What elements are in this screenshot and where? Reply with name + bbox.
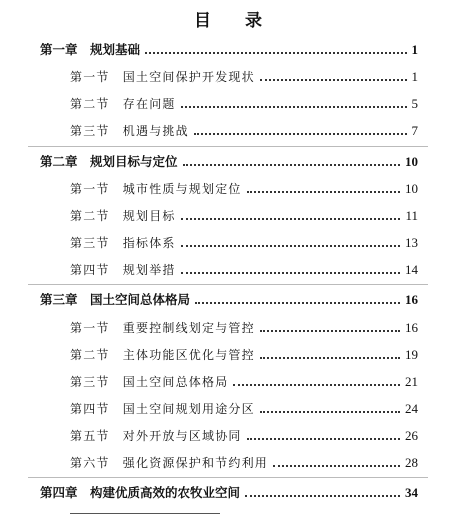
page-number: 10 (405, 154, 418, 169)
page-number: 28 (405, 455, 418, 470)
chapter-divider (28, 284, 428, 285)
chapter-label: 第二章 规划目标与定位 (40, 154, 178, 169)
page-number: 7 (411, 123, 418, 138)
section-label: 第三节 国土空间总体格局 (70, 375, 229, 389)
page-number: 16 (405, 292, 418, 307)
page-number: 1 (411, 42, 418, 57)
dot-leader (195, 301, 400, 304)
dot-leader (145, 51, 406, 54)
dot-leader (245, 494, 400, 497)
toc-chapter-4[interactable] (40, 481, 418, 501)
section-label: 第六节 强化资源保护和节约利用 (70, 456, 269, 470)
dot-leader (247, 190, 400, 193)
toc-section-3-4[interactable] (70, 397, 418, 417)
toc-chapter-2[interactable] (40, 150, 418, 170)
dot-leader (247, 437, 400, 440)
toc-section-1-3[interactable] (70, 119, 418, 139)
section-label: 第一节 国土空间保护开发现状 (70, 70, 255, 84)
section-label: 第四节 规划举措 (70, 263, 176, 277)
toc-section-2-4[interactable] (70, 258, 418, 278)
toc-section-1-1[interactable] (70, 65, 418, 85)
dot-leader (194, 132, 407, 135)
chapter-label: 第一章 规划基础 (40, 42, 141, 57)
dot-leader (181, 271, 400, 274)
dot-leader (233, 383, 400, 386)
toc-section-2-1[interactable] (70, 177, 418, 197)
toc-section-3-3[interactable] (70, 370, 418, 390)
toc-section-3-6[interactable] (70, 451, 418, 471)
toc-section-1-2[interactable] (70, 92, 418, 112)
chapter-divider (28, 146, 428, 147)
toc-chapter-1[interactable] (40, 38, 418, 58)
page-number: 24 (405, 401, 418, 416)
section-label: 第二节 规划目标 (70, 209, 176, 223)
page-number: 13 (405, 235, 418, 250)
page-number: 5 (411, 96, 418, 111)
page-number: 11 (405, 208, 418, 223)
dot-leader (181, 244, 400, 247)
page-number: 16 (405, 320, 418, 335)
section-label: 第一节 城市性质与规划定位 (70, 182, 242, 196)
section-label: 第三节 机遇与挑战 (70, 124, 189, 138)
dot-leader (260, 329, 400, 332)
chapter-divider (28, 477, 428, 478)
section-label: 第二节 存在问题 (70, 97, 176, 111)
toc-title: 目 录 (194, 11, 276, 31)
toc-section-2-2[interactable] (70, 204, 418, 224)
toc-section-3-2[interactable] (70, 343, 418, 363)
page-number: 21 (405, 374, 418, 389)
chapter-label: 第三章 国土空间总体格局 (40, 292, 191, 307)
section-label: 第四节 国土空间规划用途分区 (70, 402, 255, 416)
dot-leader (260, 78, 407, 81)
dot-leader (181, 217, 401, 220)
toc-section-3-5[interactable] (70, 424, 418, 444)
page-number: 14 (405, 262, 418, 277)
dot-leader (260, 356, 400, 359)
section-label: 第二节 主体功能区优化与管控 (70, 348, 255, 362)
page-number: 19 (405, 347, 418, 362)
chapter-label: 第四章 构建优质高效的农牧业空间 (40, 485, 241, 500)
dot-leader (260, 410, 400, 413)
toc-section-3-1[interactable] (70, 316, 418, 336)
dot-leader (181, 105, 407, 108)
page-number: 34 (405, 485, 418, 500)
dot-leader (273, 464, 400, 467)
dot-leader (183, 163, 400, 166)
section-label: 第一节 重要控制线划定与管控 (70, 321, 255, 335)
page-number: 1 (411, 69, 418, 84)
toc-chapter-3[interactable] (40, 288, 418, 308)
section-label: 第五节 对外开放与区域协同 (70, 429, 242, 443)
cropped-next-line (70, 506, 220, 516)
toc-section-2-3[interactable] (70, 231, 418, 251)
page-number: 26 (405, 428, 418, 443)
page-number: 10 (405, 181, 418, 196)
section-label: 第三节 指标体系 (70, 236, 176, 250)
